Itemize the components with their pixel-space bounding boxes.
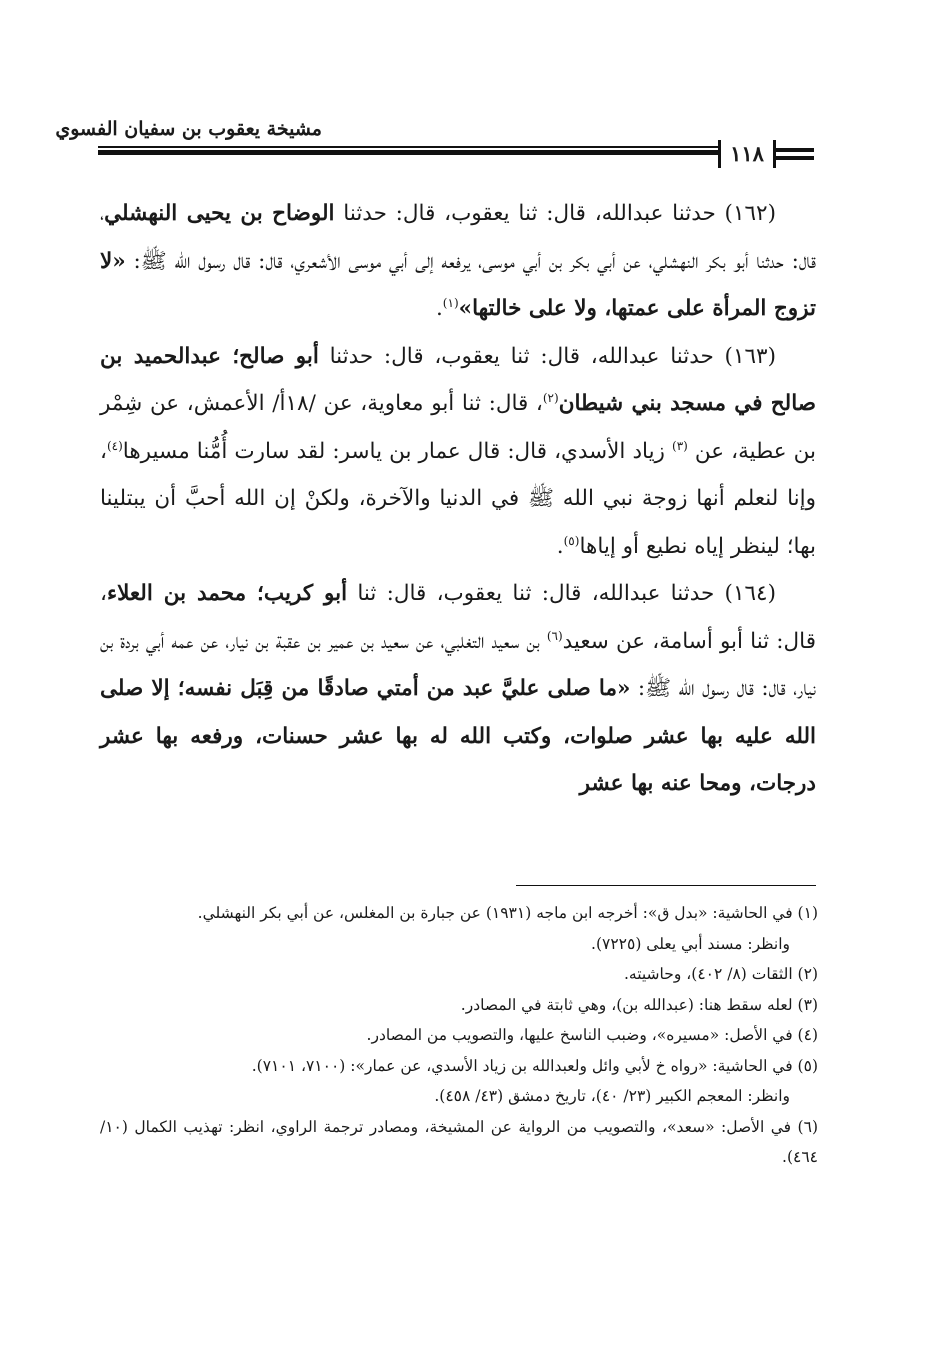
header-rule-thin bbox=[98, 146, 718, 148]
footnote-6: (٦) في الأصل: «سعد»، والتصويب من الرواية عن المشيخة، ومصادر ترجمة الراوي، انظر: تهذيب الكمال (١٠/ ٤٦٤). bbox=[100, 1117, 818, 1166]
footnote-4: (٤) في الأصل: «مسيره»، وضبب الناسخ عليها، والتصويب من المصادر. bbox=[366, 1026, 818, 1044]
header-ornament-bars bbox=[776, 148, 814, 164]
footnote-ref: (٥) bbox=[563, 533, 580, 548]
main-text bbox=[100, 190, 816, 808]
footnote-separator bbox=[516, 885, 816, 886]
hadith-162 bbox=[100, 190, 816, 333]
running-header-title: مشيخة يعقوب بن سفيان الفسوي bbox=[55, 118, 322, 140]
footnote-ref: (٤) bbox=[106, 438, 123, 453]
page-number: ١١٨ bbox=[718, 140, 776, 168]
punctuation: . bbox=[556, 533, 564, 559]
footnote-ref: (٦) bbox=[546, 628, 563, 643]
hadith-163-text: زياد الأسدي، قال: قال عمار بن ياسر: لقد سارت أُمُّنا مسيرها bbox=[122, 438, 672, 464]
footnote-2: (٢) الثقات (٨/ ٤٠٢)، وحاشيته. bbox=[623, 965, 818, 983]
header-rule-thick bbox=[98, 150, 718, 155]
footnote-ref: (١) bbox=[442, 295, 459, 310]
hadith-162-text: ، قال: حدثنا أبو بكر النهشلي، عن أبي بكر بن أبي موسى، يرفعه إلى أبي موسى الأشعري، قال: قال رسول الله ﷺ: bbox=[100, 201, 816, 274]
narrator-name: أبو صالح؛ عبدالحميد بن صالح في مسجد بني شيطان bbox=[100, 343, 817, 416]
hadith-163-text: ، قال: ثنا أبو معاوية، عن /١٨أ/ الأعمش، عن شِمْر بن عطية، عن bbox=[100, 391, 816, 464]
footnote-3: (٣) لعله سقط هنا: (عبدالله بن)، وهي ثابتة في المصادر. bbox=[460, 995, 818, 1014]
footnote-1-cont: وانظر: مسند أبي يعلى (٧٢٢٥). bbox=[591, 934, 790, 953]
narrator-name: الوضاح بن يحيى النهشلي bbox=[104, 201, 335, 226]
footnote-ref: (٢) bbox=[542, 390, 559, 405]
punctuation: . bbox=[435, 296, 443, 321]
hadith-163-text: ، وإنا لنعلم أنها زوجة نبي الله ﷺ في الدنيا والآخرة، ولكنْ إن الله أحبَّ أن يبتلينا بها؛ لينظر إياه نطيع أو إياها bbox=[100, 438, 816, 559]
hadith-162-text: (١٦٢) حدثنا عبدالله، قال: ثنا يعقوب، قال: حدثنا bbox=[334, 201, 776, 226]
footnote-5-cont: وانظر: المعجم الكبير (٢٣/ ٤٠)، تاريخ دمشق (٤٣/ ٤٥٨). bbox=[434, 1087, 790, 1105]
footnotes bbox=[100, 898, 818, 1173]
footnote-5: (٥) في الحاشية: «رواه خ لأبي وائل ولعبدالله بن زياد الأسدي، عن عمار»: (٧١٠٠، ٧١٠١). bbox=[251, 1056, 818, 1075]
hadith-matn: «ما صلى عليَّ عبد من أمتي صادقًا من قِبَل نفسه؛ إلا صلى الله عليه بها عشر صلوات، وكتب الله له بها عشر حسنات، ورفعه بها عشر درجات، ومحا عنه بها عشر bbox=[100, 676, 816, 796]
hadith-164-text: بن سعيد التغلبي، عن سعيد بن عمير بن عقبة بن نيار، عن عمه أبي بردة بن نيار، قال: قال رسول الله ﷺ: bbox=[100, 628, 816, 701]
hadith-164-text: ، قال: ثنا أبو أسامة، عن سعيد bbox=[100, 581, 817, 654]
hadith-164-text: (١٦٤) حدثنا عبدالله، قال: ثنا يعقوب، قال: ثنا bbox=[347, 581, 776, 606]
hadith-163 bbox=[100, 333, 816, 571]
narrator-name: أبو كريب؛ محمد بن العلاء bbox=[106, 581, 348, 606]
hadith-matn: «لا تزوج المرأة على عمتها، ولا على خالتها» bbox=[100, 248, 816, 321]
footnote-ref: (٣) bbox=[672, 438, 688, 453]
hadith-164 bbox=[100, 570, 816, 808]
footnote-1: (١) في الحاشية: «بدل ق»: أخرجه ابن ماجه (١٩٣١) عن جبارة بن المغلس، عن أبي بكر النهشلي. bbox=[197, 904, 818, 922]
hadith-163-text: (١٦٣) حدثنا عبدالله، قال: ثنا يعقوب، قال: حدثنا bbox=[318, 343, 776, 369]
